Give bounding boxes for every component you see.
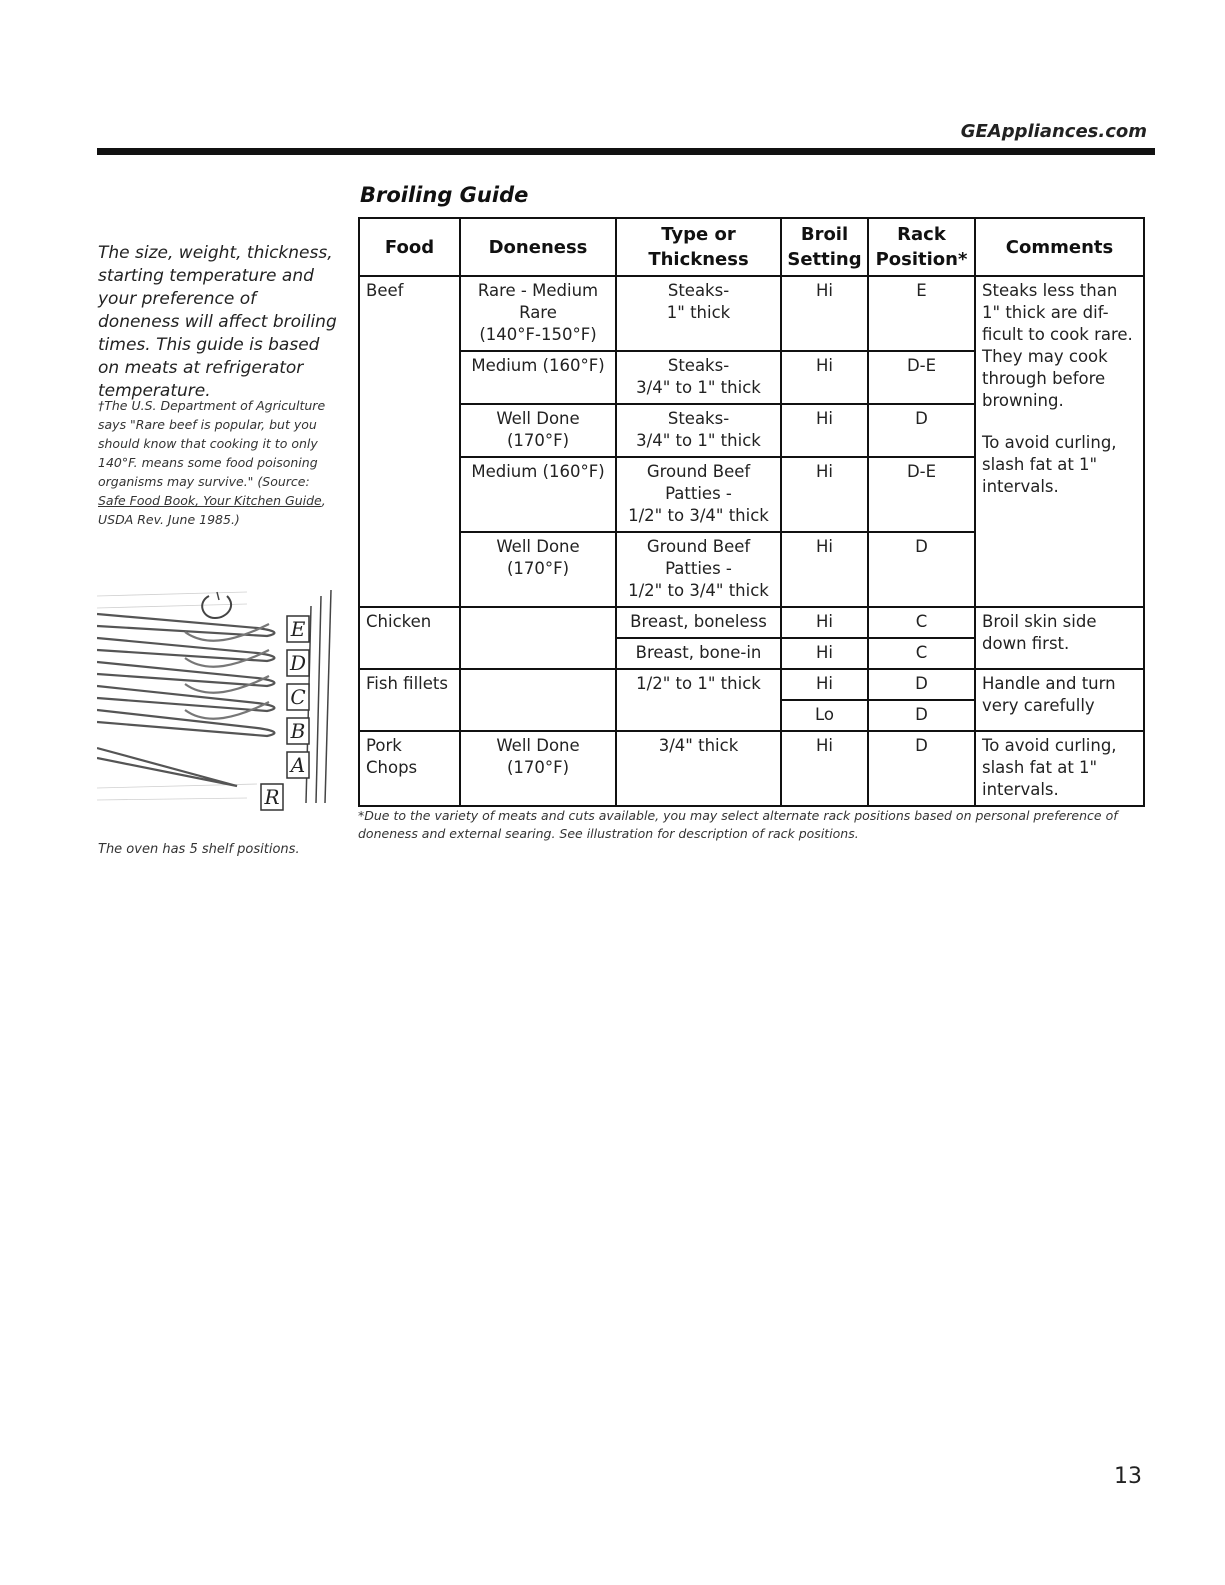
setting-cell: Hi bbox=[781, 669, 868, 700]
comment-cell: Broil skin side down first. bbox=[975, 607, 1144, 669]
header-rule bbox=[97, 148, 1155, 155]
site-url: GEAppliances.com bbox=[960, 121, 1147, 142]
type-cell: 1/2" to 1" thick bbox=[616, 669, 781, 731]
rack-cell: D bbox=[868, 700, 975, 731]
header-rack bbox=[868, 218, 975, 276]
cell-line: Patties - bbox=[665, 559, 732, 578]
food-cell: Chicken bbox=[359, 607, 460, 669]
rack-label-d: D bbox=[289, 651, 307, 675]
table-row bbox=[359, 731, 1144, 806]
doneness-cell bbox=[460, 731, 616, 806]
doneness-cell bbox=[460, 404, 616, 457]
rack-label-a: A bbox=[290, 753, 306, 777]
comment-cell bbox=[975, 276, 1144, 607]
cell-line: Rare bbox=[519, 303, 557, 322]
setting-cell: Lo bbox=[781, 700, 868, 731]
comment-cell: Handle and turn very carefully bbox=[975, 669, 1144, 731]
rack-cell: D bbox=[868, 731, 975, 806]
header-broil-line2: Setting bbox=[787, 249, 862, 270]
cell-line: Well Done bbox=[496, 409, 580, 428]
type-cell bbox=[616, 351, 781, 404]
usda-footnote-text: †The U.S. Department of Agriculture says "Rare beef is popular, but you should know that cooking it to only 140°F. means some food poisoning organisms may survive." (Source: bbox=[98, 398, 326, 489]
food-cell: Beef bbox=[359, 276, 460, 607]
header-type bbox=[616, 218, 781, 276]
table-row bbox=[359, 607, 1144, 638]
oven-rack-illustration bbox=[97, 578, 343, 836]
rack-cell: D bbox=[868, 404, 975, 457]
rack-label-r: R bbox=[264, 785, 280, 809]
header-food: Food bbox=[359, 218, 460, 276]
rack-cell: D-E bbox=[868, 457, 975, 532]
cell-line: (170°F) bbox=[506, 431, 570, 450]
comment-cell: To avoid curling, slash fat at 1" intervals. bbox=[975, 731, 1144, 806]
header-rack-line1: Rack bbox=[897, 224, 946, 245]
cell-line: (170°F) bbox=[506, 559, 570, 578]
cell-line: 1" thick bbox=[666, 303, 731, 322]
cell-line: Pork bbox=[366, 736, 402, 755]
setting-cell: Hi bbox=[781, 532, 868, 607]
rack-position-footnote: *Due to the variety of meats and cuts available, you may select alternate rack positions based on personal preference of doneness and external searing. See illustration for description of rack positions. bbox=[358, 808, 1118, 841]
doneness-cell bbox=[460, 669, 616, 731]
rack-cell: D bbox=[868, 669, 975, 700]
illustration-caption: The oven has 5 shelf positions. bbox=[98, 842, 300, 857]
type-cell bbox=[616, 276, 781, 351]
rack-label-c: C bbox=[290, 685, 306, 709]
cell-line: Steaks- bbox=[667, 356, 730, 375]
comment-text: To avoid curling, slash fat at 1" intervals. bbox=[982, 433, 1117, 496]
doneness-cell bbox=[460, 276, 616, 351]
page-title: Broiling Guide bbox=[360, 183, 529, 207]
table-row bbox=[359, 669, 1144, 700]
cell-line: 1/2" to 3/4" thick bbox=[628, 506, 769, 525]
table-row bbox=[359, 276, 1144, 351]
comment-text: Steaks less than 1" thick are dif- ficult to cook rare. They may cook through before browning. bbox=[982, 281, 1133, 410]
page-number: 13 bbox=[1114, 1464, 1142, 1489]
cell-line: 3/4" to 1" thick bbox=[636, 431, 761, 450]
usda-footnote bbox=[98, 396, 338, 529]
cell-line: Ground Beef bbox=[646, 462, 751, 481]
cell-line: (140°F-150°F) bbox=[479, 325, 597, 344]
setting-cell: Hi bbox=[781, 351, 868, 404]
food-cell bbox=[359, 731, 460, 806]
usda-footnote-end: , USDA Rev. June 1985.) bbox=[98, 493, 326, 527]
doneness-cell: Medium (160°F) bbox=[460, 457, 616, 532]
type-cell: Breast, boneless bbox=[616, 607, 781, 638]
rack-cell: E bbox=[868, 276, 975, 351]
setting-cell: Hi bbox=[781, 607, 868, 638]
setting-cell: Hi bbox=[781, 276, 868, 351]
header-row bbox=[359, 218, 1144, 276]
header-rack-line2: Position* bbox=[875, 249, 968, 270]
type-cell bbox=[616, 457, 781, 532]
cell-line: Steaks- bbox=[667, 281, 730, 300]
rack-cell: C bbox=[868, 607, 975, 638]
header-type-line2: Thickness bbox=[648, 249, 749, 270]
type-cell bbox=[616, 404, 781, 457]
setting-cell: Hi bbox=[781, 731, 868, 806]
setting-cell: Hi bbox=[781, 457, 868, 532]
setting-cell: Hi bbox=[781, 638, 868, 669]
cell-line: Chops bbox=[366, 758, 418, 777]
doneness-cell bbox=[460, 607, 616, 669]
rack-cell: D bbox=[868, 532, 975, 607]
rack-cell: D-E bbox=[868, 351, 975, 404]
type-cell: 3/4" thick bbox=[616, 731, 781, 806]
setting-cell: Hi bbox=[781, 404, 868, 457]
broiling-guide-table bbox=[358, 217, 1145, 807]
cell-line: Patties - bbox=[665, 484, 732, 503]
header-broil-line1: Broil bbox=[800, 224, 849, 245]
type-cell bbox=[616, 532, 781, 607]
type-cell: Breast, bone-in bbox=[616, 638, 781, 669]
cell-line: Well Done bbox=[496, 736, 580, 755]
doneness-cell: Medium (160°F) bbox=[460, 351, 616, 404]
intro-text: The size, weight, thickness, starting temperature and your preference of doneness will affect broiling times. This guide is based on meats at refrigerator temperature. bbox=[98, 243, 337, 401]
header-comments: Comments bbox=[975, 218, 1144, 276]
rack-label-e: E bbox=[290, 617, 306, 641]
cell-line: Rare - Medium bbox=[477, 281, 599, 300]
cell-line: Ground Beef bbox=[646, 537, 751, 556]
rack-cell: C bbox=[868, 638, 975, 669]
cell-line: 1/2" to 3/4" thick bbox=[628, 581, 769, 600]
cell-line: Steaks- bbox=[667, 409, 730, 428]
cell-line: 3/4" to 1" thick bbox=[636, 378, 761, 397]
doneness-cell bbox=[460, 532, 616, 607]
header-broil bbox=[781, 218, 868, 276]
header-doneness: Doneness bbox=[460, 218, 616, 276]
food-cell: Fish fillets bbox=[359, 669, 460, 731]
cell-line: Well Done bbox=[496, 537, 580, 556]
rack-label-b: B bbox=[290, 719, 306, 743]
usda-source-title: Safe Food Book, Your Kitchen Guide bbox=[98, 493, 322, 508]
header-type-line1: Type or bbox=[661, 224, 736, 245]
cell-line: (170°F) bbox=[506, 758, 570, 777]
